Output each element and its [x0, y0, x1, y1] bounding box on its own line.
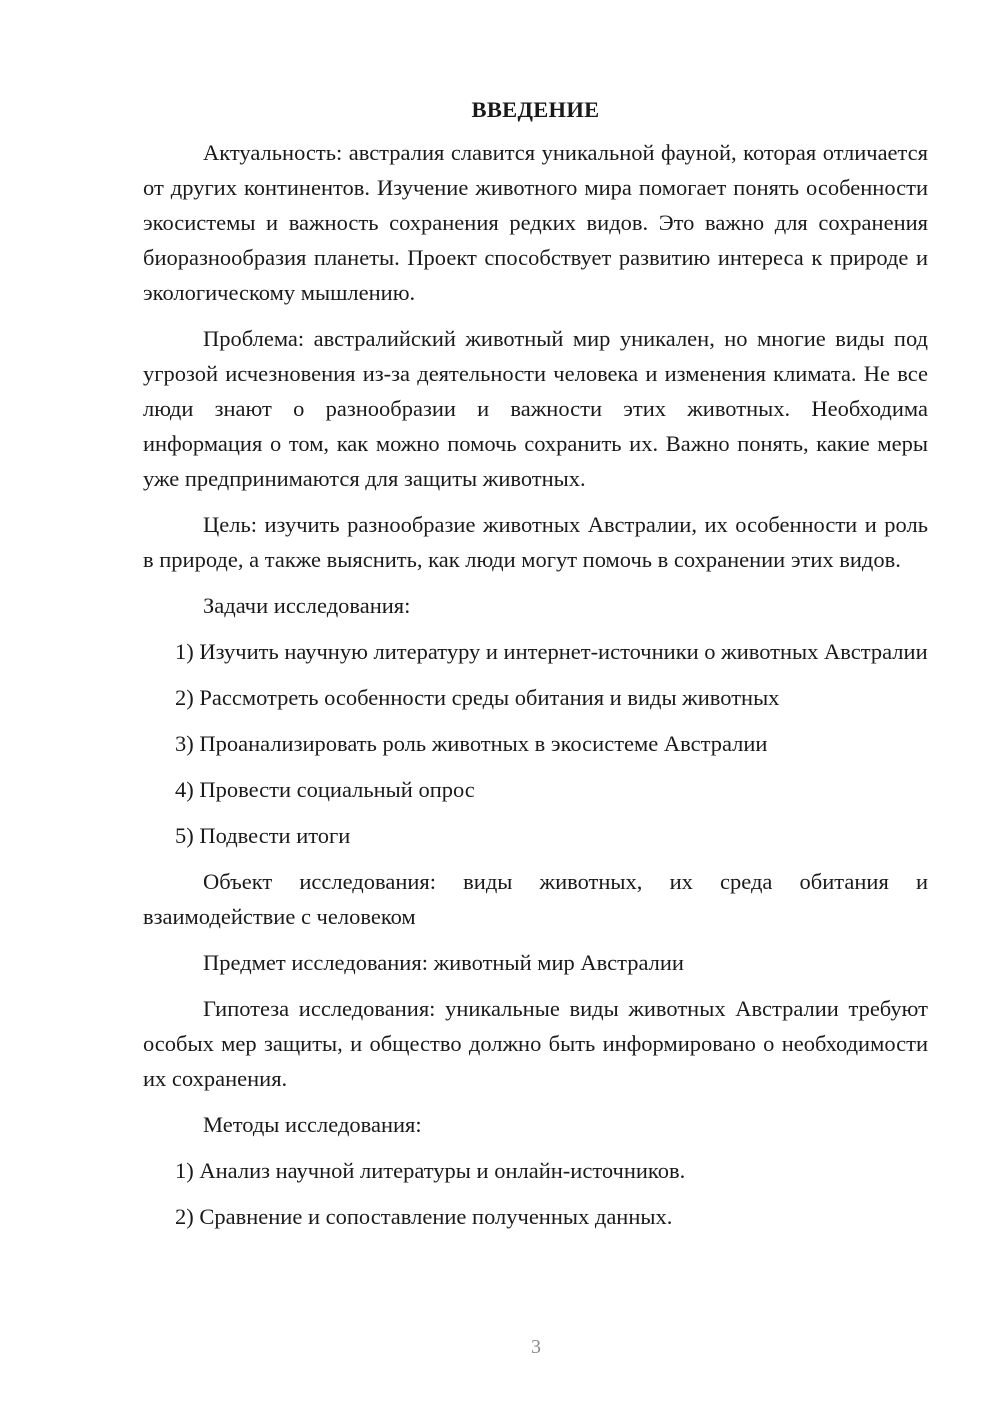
method-item: 1) Анализ научной литературы и онлайн-источников.: [175, 1158, 686, 1183]
relevance-paragraph: Актуальность: австралия славится уникальной фауной, которая отличается от других континентов. Изучение животного мира помогает понять особенности экосистемы и важность сохранения редких видов. Это важно для сохранения биоразнообразия планеты. Проект способствует развитию интереса к природе и экологическому мышлению.: [143, 140, 928, 305]
task-item: 3) Проанализировать роль животных в экосистеме Австралии: [175, 731, 768, 756]
page-number: 3: [531, 1336, 541, 1358]
task-item: 2) Рассмотреть особенности среды обитания и виды животных: [175, 685, 780, 710]
problem-paragraph: Проблема: австралийский животный мир уникален, но многие виды под угрозой исчезновения из-за деятельности человека и изменения климата. Не все люди знают о разнообразии и важности этих животных. Необходима информация о том, как можно помочь сохранить их. Важно понять, какие меры уже предпринимаются для защиты животных.: [143, 326, 928, 491]
object-paragraph: Объект исследования: виды животных, их среда обитания и взаимодействие с человеком: [143, 869, 928, 929]
subject-paragraph: Предмет исследования: животный мир Австралии: [203, 950, 684, 975]
method-item: 2) Сравнение и сопоставление полученных данных.: [175, 1204, 673, 1229]
hypothesis-paragraph: Гипотеза исследования: уникальные виды животных Австралии требуют особых мер защиты, и общество должно быть информировано о необходимости их сохранения.: [143, 996, 928, 1091]
goal-paragraph: Цель: изучить разнообразие животных Австралии, их особенности и роль в природе, а также выяснить, как люди могут помочь в сохранении этих видов.: [143, 512, 928, 572]
methods-heading: Методы исследования:: [203, 1112, 422, 1137]
task-item: 1) Изучить научную литературу и интернет-источники о животных Австралии: [175, 639, 928, 664]
task-item: 4) Провести социальный опрос: [175, 777, 475, 802]
task-item: 5) Подвести итоги: [175, 823, 351, 848]
page-content: [143, 92, 928, 1245]
section-title: ВВЕДЕНИЕ: [471, 97, 600, 122]
tasks-heading: Задачи исследования:: [203, 593, 411, 618]
